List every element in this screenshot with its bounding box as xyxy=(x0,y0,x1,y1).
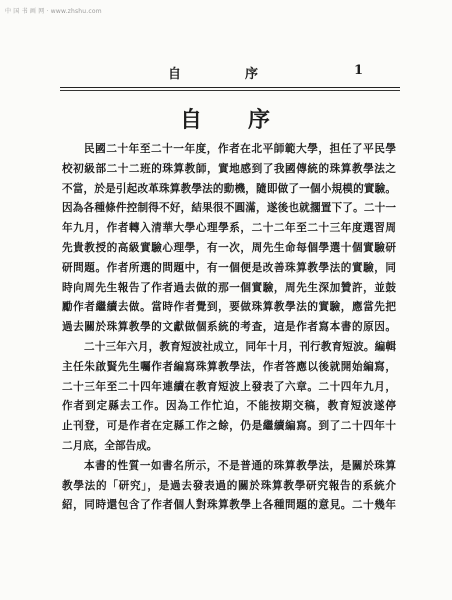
text-line: 過去關於珠算教學的文獻做個系統的考查，這是作者寫本書的原因。 xyxy=(62,321,396,334)
paragraph-2 xyxy=(62,338,396,457)
text-line: 校初級部二十二班的珠算教師，實地感到了我國傳統的珠算教學法之 xyxy=(62,162,396,175)
page-number: 1 xyxy=(354,63,364,78)
chapter-title xyxy=(180,103,270,134)
text-line: 止刊登，可是作者在定縣工作之餘，仍是繼續編寫。到了二十四年十 xyxy=(62,420,396,433)
text-line: 因為各種條件控制得不好，結果很不圓滿，遂後也就擱置下了。二十一 xyxy=(62,202,396,215)
text-line: 年九月，作者轉入清華大學心理學系，二十二年至二十三年度選習周 xyxy=(62,222,396,235)
text-line: 二月底，全部告成。 xyxy=(62,439,158,452)
text-line: 作者到定縣去工作。因為工作忙迫，不能按期交稿，教育短波遂停 xyxy=(62,400,396,413)
chapter-title-char: 自 xyxy=(180,107,203,133)
text-line: 二十三年至二十四年連續在教育短波上發表了六章。二十四年九月， xyxy=(62,380,396,393)
text-line: 不當，於是引起改革珠算教學法的動機，隨即做了一個小規模的實驗。 xyxy=(62,182,396,195)
text-line: 勵作者繼續去做。當時作者覺到，要做珠算教學法的實驗，應當先把 xyxy=(62,301,396,314)
running-header-char: 自 xyxy=(168,67,182,82)
watermark-text: 中 国 书 画 网 · www.zhshu.com xyxy=(5,8,102,15)
text-line: 本書的性質一如書名所示，不是普通的珠算教學法，是關於珠算 xyxy=(84,459,396,472)
paragraph-3 xyxy=(62,457,396,516)
header-rule xyxy=(60,87,400,91)
paragraph-1 xyxy=(62,140,396,338)
text-line: 研問題。作者所選的問題中，有一個便是改善珠算教學法的實驗，同 xyxy=(62,261,396,274)
running-header-title xyxy=(168,63,258,82)
running-header-char: 序 xyxy=(244,67,258,82)
text-line: 主任朱啟賢先生囑作者編寫珠算教學法，作者答應以後就開始編寫， xyxy=(62,360,396,373)
text-line: 紹，同時還包含了作者個人對珠算教學上各種問題的意見。二十幾年 xyxy=(62,499,396,512)
chapter-title-char: 序 xyxy=(247,107,270,133)
text-line: 民國二十年至二十一年度，作者在北平師範大學，担任了平民學 xyxy=(84,143,396,155)
text-line: 教學法的「研究」，是過去發表過的關於珠算教學研究報告的系統介 xyxy=(62,479,396,492)
body-text xyxy=(62,140,396,516)
text-line: 先貴教授的高級實驗心理學，有一次，周先生命每個學選十個實驗研 xyxy=(62,241,396,254)
text-line: 時向周先生報告了作者過去做的那一個實驗，周先生深加贊許，並鼓 xyxy=(62,281,396,294)
text-line: 二十三年六月，教育短波社成立，同年十月，刊行教育短波。編輯 xyxy=(84,340,396,353)
